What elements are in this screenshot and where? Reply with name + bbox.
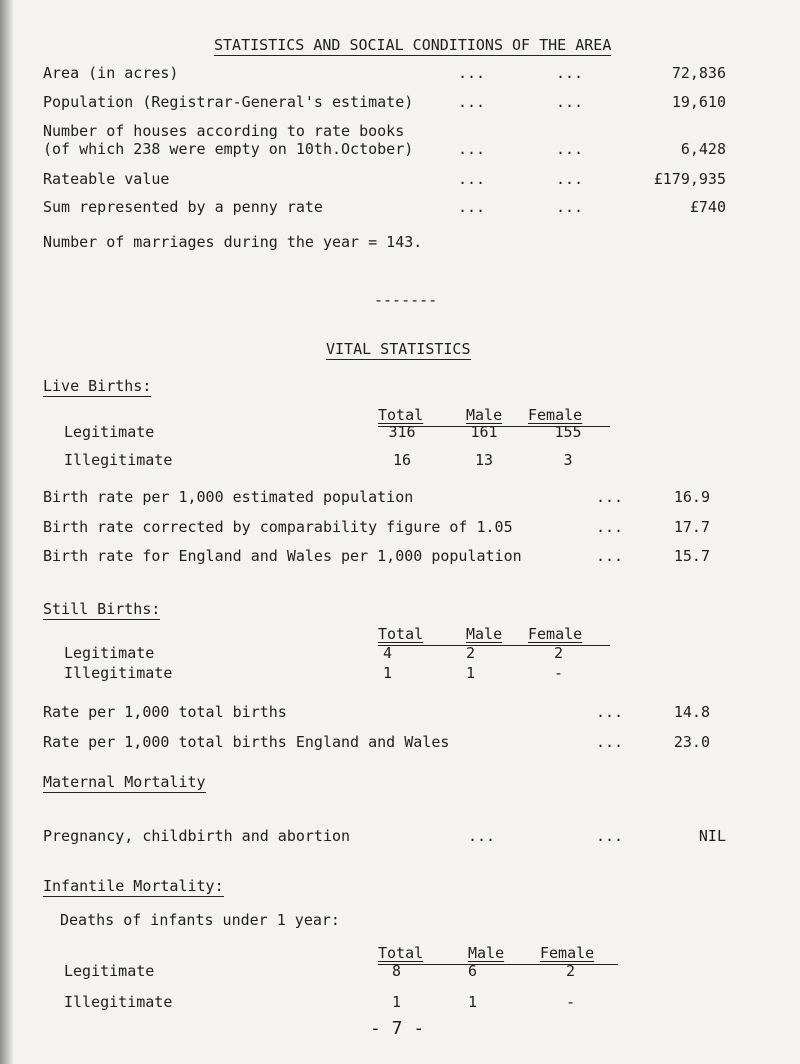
cell-total: 16 — [392, 451, 412, 469]
cell-female: 3 — [563, 451, 573, 469]
leader-dots: ... — [596, 733, 624, 751]
still-rate-value: 23.0 — [673, 733, 710, 751]
still-births-heading: Still Births: — [43, 600, 161, 618]
cell-female: - — [554, 664, 564, 682]
leader-dots: ... — [596, 547, 624, 565]
birth-rate-value: 15.7 — [673, 547, 710, 565]
col-female: Female — [540, 944, 595, 962]
cell-male: 1 — [468, 993, 478, 1011]
row-label: Illegitimate — [64, 664, 173, 682]
col-male: Male — [466, 406, 503, 424]
row-label: Illegitimate — [64, 451, 173, 469]
leader-dots: ... — [596, 518, 624, 536]
houses-value: 6,428 — [680, 140, 726, 158]
maternal-label: Pregnancy, childbirth and abortion — [43, 827, 351, 845]
table-rule — [378, 964, 618, 965]
col-total: Total — [378, 406, 424, 424]
row-label: Legitimate — [64, 644, 155, 662]
still-rate-value: 14.8 — [673, 703, 710, 721]
col-female: Female — [528, 406, 583, 424]
leader-dots: ... — [556, 140, 584, 158]
area-value: 72,836 — [671, 64, 726, 82]
cell-male: 6 — [468, 962, 478, 980]
cell-total: 316 — [388, 423, 416, 441]
cell-total: 4 — [383, 644, 393, 662]
birth-rate-value: 17.7 — [673, 518, 710, 536]
leader-dots: ... — [458, 140, 486, 158]
col-male: Male — [466, 625, 503, 643]
cell-male: 1 — [466, 664, 476, 682]
area-label: Area (in acres) — [43, 64, 179, 82]
maternal-heading: Maternal Mortality — [43, 773, 206, 791]
leader-dots: ... — [556, 198, 584, 216]
infantile-subheading: Deaths of infants under 1 year: — [60, 911, 340, 929]
houses-label-note: (of which 238 were empty on 10th.October) — [43, 140, 414, 158]
live-births-heading: Live Births: — [43, 377, 152, 395]
cell-total: 1 — [383, 664, 393, 682]
col-female: Female — [528, 625, 583, 643]
col-total: Total — [378, 625, 424, 643]
leader-dots: ... — [556, 64, 584, 82]
leader-dots: ... — [556, 170, 584, 188]
birth-rate-label: Birth rate per 1,000 estimated population — [43, 488, 414, 506]
cell-female: - — [566, 993, 576, 1011]
penny-rate-label: Sum represented by a penny rate — [43, 198, 323, 216]
rateable-label: Rateable value — [43, 170, 170, 188]
leader-dots: ... — [458, 170, 486, 188]
leader-dots: ... — [468, 827, 496, 845]
cell-total: 1 — [392, 993, 402, 1011]
birth-rate-value: 16.9 — [673, 488, 710, 506]
leader-dots: ... — [458, 93, 486, 111]
col-male: Male — [468, 944, 505, 962]
infantile-heading: Infantile Mortality: — [43, 877, 224, 895]
rateable-value: £179,935 — [653, 170, 726, 188]
still-rate-label: Rate per 1,000 total births England and Wales — [43, 733, 450, 751]
population-value: 19,610 — [671, 93, 726, 111]
page-title: STATISTICS AND SOCIAL CONDITIONS OF THE AREA — [214, 36, 612, 54]
penny-rate-value: £740 — [689, 198, 726, 216]
section-separator: ------- — [374, 291, 438, 309]
page-number: - 7 - — [370, 1018, 425, 1039]
birth-rate-label: Birth rate corrected by comparability figure of 1.05 — [43, 518, 513, 536]
cell-male: 2 — [466, 644, 476, 662]
leader-dots: ... — [458, 64, 486, 82]
population-label: Population (Registrar-General's estimate) — [43, 93, 414, 111]
cell-male: 13 — [474, 451, 494, 469]
table-rule — [378, 645, 610, 646]
leader-dots: ... — [596, 703, 624, 721]
cell-female: 2 — [566, 962, 576, 980]
leader-dots: ... — [458, 198, 486, 216]
maternal-value: NIL — [698, 827, 726, 845]
cell-male: 161 — [470, 423, 498, 441]
row-label: Illegitimate — [64, 993, 173, 1011]
row-label: Legitimate — [64, 962, 155, 980]
leader-dots: ... — [596, 488, 624, 506]
marriages-line: Number of marriages during the year = 143. — [43, 233, 423, 251]
leader-dots: ... — [556, 93, 584, 111]
cell-total: 8 — [392, 962, 402, 980]
cell-female: 155 — [554, 423, 582, 441]
leader-dots: ... — [596, 827, 624, 845]
houses-label: Number of houses according to rate books — [43, 122, 405, 140]
birth-rate-label: Birth rate for England and Wales per 1,000 population — [43, 547, 522, 565]
row-label: Legitimate — [64, 423, 155, 441]
still-rate-label: Rate per 1,000 total births — [43, 703, 287, 721]
cell-female: 2 — [554, 644, 564, 662]
vital-statistics-heading: VITAL STATISTICS — [326, 340, 471, 358]
col-total: Total — [378, 944, 424, 962]
